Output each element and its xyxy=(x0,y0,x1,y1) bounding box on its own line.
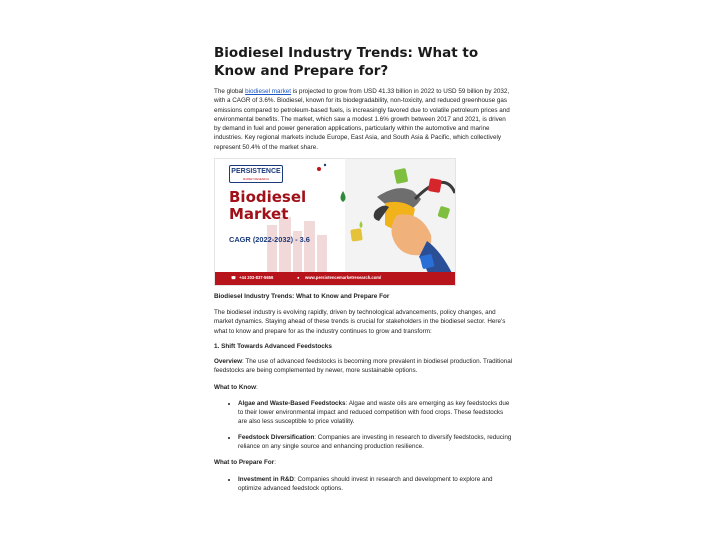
list-item xyxy=(238,399,514,427)
what-to-prepare-heading xyxy=(214,458,514,467)
article-title: Biodiesel Industry Trends: What to Know and Prepare for? xyxy=(214,45,479,79)
banner-headline-line1: Biodiesel xyxy=(229,188,307,207)
intro-text-post: is projected to grow from USD 41.33 billion in 2022 to USD 59 billion by 2032, with a CAGR of 3.6%. Biodiesel, known for its biodegradability, non-toxicity, and reduced greenhouse gas emissions compared to petroleum-based fuels, is increasingly favored due to volatile petroleum prices and environmental benefits. The market, which saw a modest 1.6% growth between 2017 and 2021, is driven by demand in fuel and power generation applications, particularly within the automotive and marine industries. Key regional markets include Europe, East Asia, and South Asia & Pacific, which collectively represent 50.4% of the market share. xyxy=(214,88,510,151)
what-to-know-label: What to Know xyxy=(214,383,256,391)
section-paragraph: The biodiesel industry is evolving rapidly, driven by technological advancements, policy changes, and market dynamics. Staying ahead of these trends is crucial for stakeholders in the biodiesel sector. Here's what to know and prepare for as the industry continues to grow and transform: xyxy=(214,309,506,335)
banner-headline xyxy=(229,189,306,223)
what-to-prepare-list xyxy=(214,475,514,494)
globe-icon: ● xyxy=(297,275,300,281)
list-item xyxy=(238,433,514,452)
list-item-text: : Algae and waste oils are emerging as key feedstocks due to their lower environmental impact and reduced competition with food crops. These feedstocks are also less susceptible to price volatility. xyxy=(238,399,510,426)
persistence-logo xyxy=(229,165,283,183)
logo-subtext: MARKET RESEARCH xyxy=(243,178,269,182)
banner-phone: +44 203-837-5656 xyxy=(239,275,274,281)
overview-label: Overview xyxy=(214,357,243,365)
what-to-prepare-label: What to Prepare For xyxy=(214,459,275,467)
list-item-label: Investment in R&D xyxy=(238,475,294,483)
intro-text-pre: The global xyxy=(214,88,246,95)
what-to-prepare-colon: : xyxy=(274,459,276,467)
intro-paragraph xyxy=(214,87,514,152)
banner-website: www.persistencemarketresearch.com/ xyxy=(305,275,382,281)
overview-text: : The use of advanced feedstocks is becoming more prevalent in biodiesel production. Traditional feedstocks are being complemented by newer, more sustainable options. xyxy=(214,357,513,375)
section-heading: Biodiesel Industry Trends: What to Know and Prepare For xyxy=(214,293,390,301)
list-item-label: Feedstock Diversification xyxy=(238,433,315,441)
banner-cagr: CAGR (2022-2032) - 3.6 xyxy=(229,235,310,245)
banner-footer xyxy=(215,272,455,285)
list-item xyxy=(238,475,514,494)
list-item-text: : Companies should invest in research and development to explore and optimize advanced feedstock options. xyxy=(238,475,493,492)
what-to-know-heading xyxy=(214,383,514,392)
phone-icon: ☎ xyxy=(231,275,237,281)
logo-text: PERSISTENCE xyxy=(231,168,281,176)
market-banner-image xyxy=(214,158,456,286)
list-item-text: : Companies are investing in research to diversify feedstocks, reducing reliance on any single source and enhancing production resilience. xyxy=(238,433,512,451)
banner-headline-line2: Market xyxy=(229,205,289,224)
list-item-label: Algae and Waste-Based Feedstocks xyxy=(238,399,346,407)
what-to-know-colon: : xyxy=(255,383,258,391)
biodiesel-market-link[interactable]: biodiesel market xyxy=(245,88,292,95)
overview-paragraph xyxy=(214,357,514,376)
what-to-know-list xyxy=(214,399,514,451)
document-page xyxy=(214,44,514,500)
point-heading: 1. Shift Towards Advanced Feedstocks xyxy=(214,342,332,350)
